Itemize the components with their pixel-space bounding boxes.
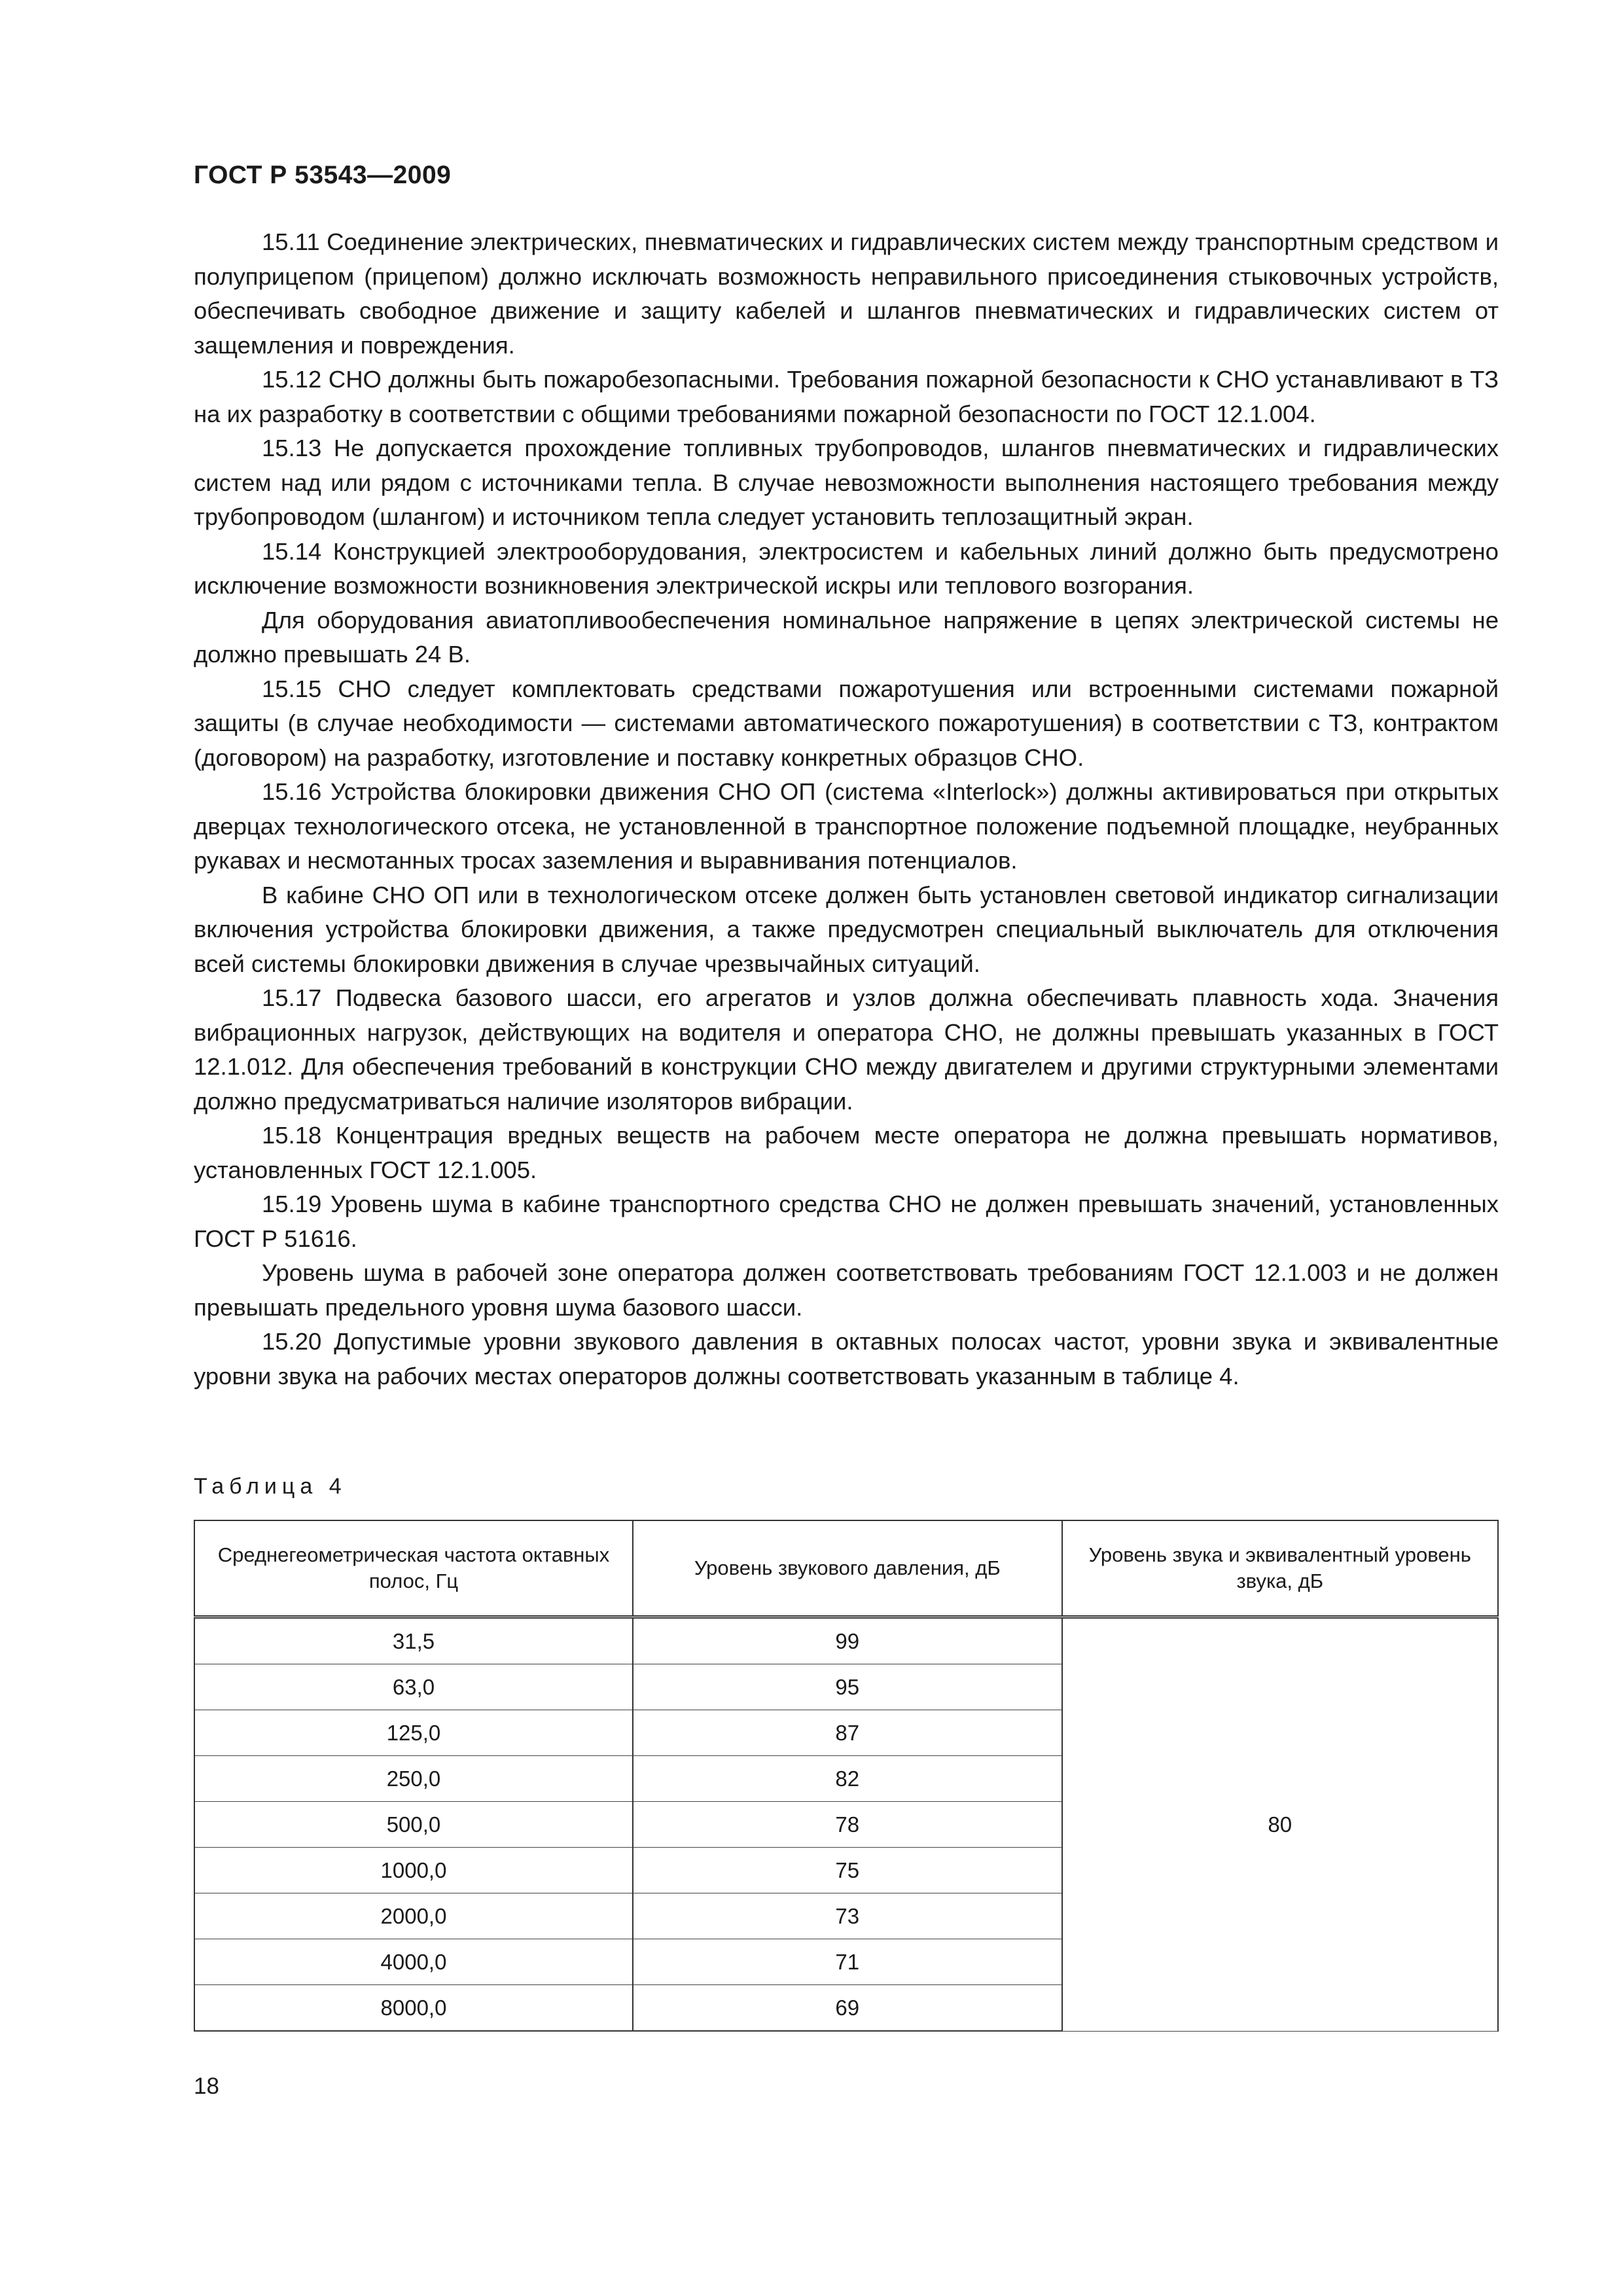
table-caption: Таблица 4 <box>194 1474 347 1499</box>
cell-frequency: 250,0 <box>194 1756 633 1802</box>
cell-pressure: 73 <box>633 1893 1062 1939</box>
paragraph-15-12: 15.12 СНО должны быть пожаробезопасными. Требования пожарной безопасности к СНО устанавливают в ТЗ на их разработку в соответствии с общими требованиями пожарной безопасности по ГОСТ 12.1.004. <box>194 366 1499 427</box>
paragraph-15-17: 15.17 Подвеска базового шасси, его агрегатов и узлов должна обеспечивать плавность хода. Значения вибрационных нагрузок, действующих на водителя и оператора СНО, не должны превышать указанных в ГОСТ 12.1.012. Для обеспечения требований в конструкции СНО между двигателем и другими структурными элементами должно предусматриваться наличие изоляторов вибрации. <box>194 984 1499 1115</box>
cell-pressure: 75 <box>633 1848 1062 1893</box>
paragraph-15-15: 15.15 СНО следует комплектовать средствами пожаротушения или встроенными системами пожарной защиты (в случае необходимости — системами автоматического пожаротушения) в соответствии с ТЗ, контрактом (договором) на разработку, изготовление и поставку конкретных образцов СНО. <box>194 675 1499 771</box>
cell-frequency: 1000,0 <box>194 1848 633 1893</box>
page-number: 18 <box>194 2073 219 2099</box>
cell-sound-level-merged: 80 <box>1062 1617 1498 2032</box>
cell-pressure: 69 <box>633 1985 1062 2032</box>
paragraph-indicator: В кабине СНО ОП или в технологическом отсеке должен быть установлен световой индикатор сигнализации включения устройства блокировки движения, а также предусмотрен специальный выключатель для отключения всей системы блокировки движения в случае чрезвычайных ситуаций. <box>194 881 1499 977</box>
cell-pressure: 82 <box>633 1756 1062 1802</box>
noise-level-table <box>194 1520 1499 2032</box>
cell-frequency: 31,5 <box>194 1617 633 1664</box>
cell-frequency: 125,0 <box>194 1710 633 1756</box>
cell-pressure: 99 <box>633 1617 1062 1664</box>
cell-frequency: 2000,0 <box>194 1893 633 1939</box>
cell-frequency: 4000,0 <box>194 1939 633 1985</box>
paragraph-15-11: 15.11 Соединение электрических, пневматических и гидравлических систем между транспортным средством и полуприцепом (прицепом) должно исключать возможность неправильного присоединения стыковочных устройств, обеспечивать свободное движение и защиту кабелей и шлангов пневматических и гидравлических систем от защемления и повреждения. <box>194 228 1499 359</box>
cell-pressure: 95 <box>633 1664 1062 1710</box>
paragraph-15-19: 15.19 Уровень шума в кабине транспортного средства СНО не должен превышать значений, установленных ГОСТ Р 51616. <box>194 1191 1499 1252</box>
paragraph-15-20: 15.20 Допустимые уровни звукового давления в октавных полосах частот, уровни звука и эквивалентные уровни звука на рабочих местах операторов должны соответствовать указанным в таблице 4. <box>194 1328 1499 1390</box>
header-sound-level: Уровень звука и эквивалентный уровень звука, дБ <box>1062 1520 1498 1617</box>
cell-frequency: 63,0 <box>194 1664 633 1710</box>
paragraph-15-14: 15.14 Конструкцией электрооборудования, электросистем и кабельных линий должно быть предусмотрено исключение возможности возникновения электрической искры или теплового возгорания. <box>194 537 1499 599</box>
cell-pressure: 87 <box>633 1710 1062 1756</box>
cell-pressure: 71 <box>633 1939 1062 1985</box>
cell-pressure: 78 <box>633 1802 1062 1848</box>
header-pressure: Уровень звукового давления, дБ <box>633 1520 1062 1617</box>
table-header-row <box>194 1520 1498 1617</box>
document-header: ГОСТ Р 53543—2009 <box>194 161 452 189</box>
cell-frequency: 500,0 <box>194 1802 633 1848</box>
document-body <box>194 225 1499 1393</box>
header-frequency: Среднегеометрическая частота октавных полос, Гц <box>194 1520 633 1617</box>
paragraph-15-16: 15.16 Устройства блокировки движения СНО ОП (система «Interlock») должны активироваться при открытых дверцах технологического отсека, не установленной в транспортное положение подъемной площадке, неубранных рукавах и несмотанных тросах заземления и выравнивания потенциалов. <box>194 778 1499 874</box>
table-row <box>194 1617 1498 1664</box>
paragraph-15-18: 15.18 Концентрация вредных веществ на рабочем месте оператора не должна превышать нормативов, установленных ГОСТ 12.1.005. <box>194 1122 1499 1183</box>
paragraph-15-13: 15.13 Не допускается прохождение топливных трубопроводов, шлангов пневматических и гидравлических систем над или рядом с источниками тепла. В случае невозможности выполнения настоящего требования между трубопроводом (шлангом) и источником тепла следует установить теплозащитный экран. <box>194 435 1499 530</box>
paragraph-voltage: Для оборудования авиатопливообеспечения номинальное напряжение в цепях электрической системы не должно превышать 24 В. <box>194 606 1499 668</box>
paragraph-noise-zone: Уровень шума в рабочей зоне оператора должен соответствовать требованиям ГОСТ 12.1.003 и не должен превышать предельного уровня шума базового шасси. <box>194 1259 1499 1321</box>
cell-frequency: 8000,0 <box>194 1985 633 2032</box>
